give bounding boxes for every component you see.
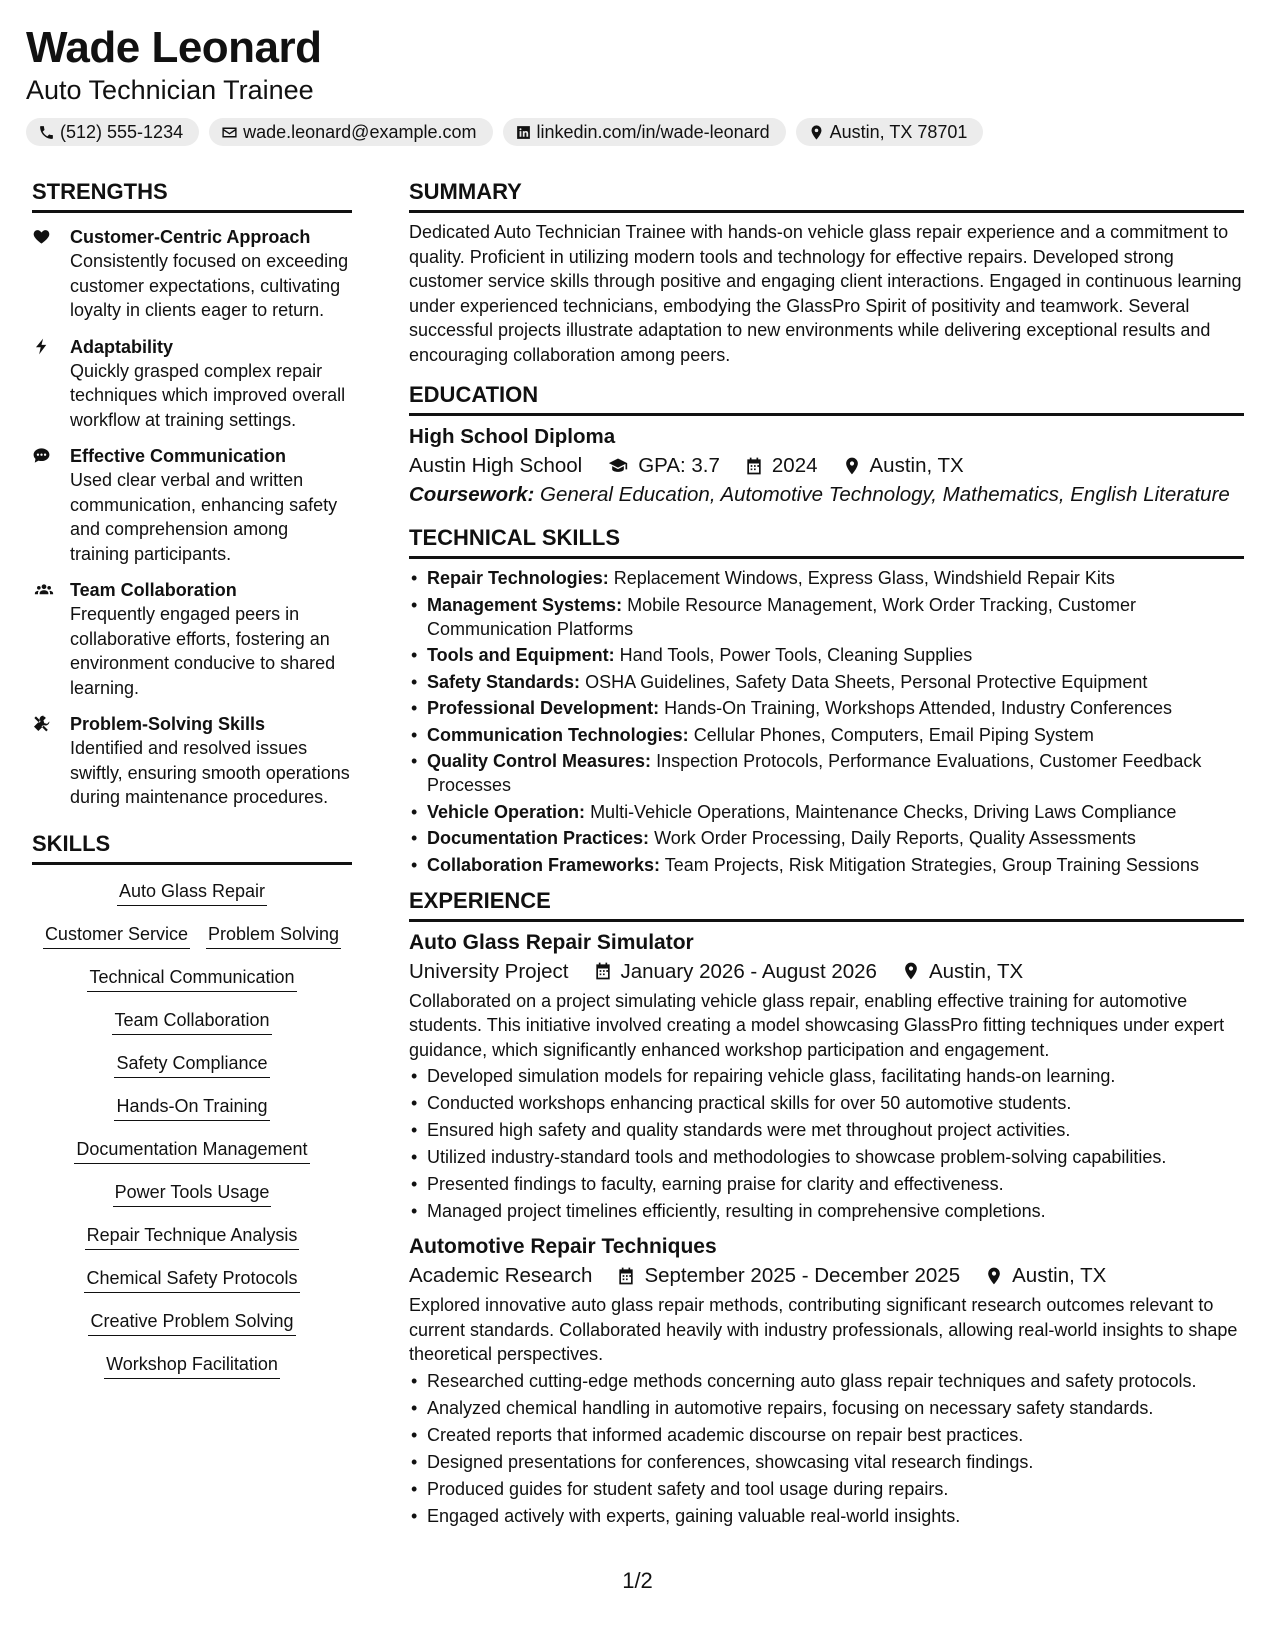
users-icon bbox=[32, 580, 56, 599]
linkedin-icon bbox=[515, 124, 532, 141]
skill-chip: Auto Glass Repair bbox=[117, 879, 267, 906]
strength-desc: Frequently engaged peers in collaborative efforts, fostering an environment conducive to shared learning. bbox=[70, 604, 336, 698]
chat-icon bbox=[32, 446, 51, 465]
skill-values: Work Order Processing, Daily Reports, Quality Assessments bbox=[654, 828, 1136, 848]
job-org: Academic Research bbox=[409, 1264, 593, 1287]
skill-category: Vehicle Operation: bbox=[427, 801, 586, 822]
skill-category: Professional Development: bbox=[427, 698, 660, 718]
candidate-title: Auto Technician Trainee bbox=[26, 75, 314, 105]
strength-item bbox=[32, 444, 352, 566]
list-item: • Analyzed chemical handling in automotive repairs, focusing on necessary safety standards. bbox=[427, 1396, 1244, 1420]
skill-category: Documentation Practices: bbox=[427, 828, 650, 848]
skill-chip: Hands-On Training bbox=[114, 1094, 269, 1121]
skill-values: Cellular Phones, Computers, Email Piping System bbox=[693, 724, 1094, 745]
job-meta bbox=[409, 1261, 1244, 1290]
skill-values: Mobile Resource Management, Work Order Tracking, Customer Communication Platforms bbox=[427, 594, 1136, 639]
skill-values: Hands-On Training, Workshops Attended, Industry Conferences bbox=[664, 698, 1173, 718]
strength-desc: Quickly grasped complex repair techniques which improved overall workflow at training settings. bbox=[70, 360, 346, 430]
list-item bbox=[427, 749, 1244, 797]
education-heading: EDUCATION bbox=[409, 381, 1244, 416]
resume-header bbox=[26, 22, 1246, 146]
school-location: Austin, TX bbox=[869, 454, 964, 477]
list-item bbox=[427, 696, 1244, 720]
strength-title: Team Collaboration bbox=[70, 580, 237, 600]
skill-category: Safety Standards: bbox=[427, 671, 581, 692]
map-pin-icon bbox=[808, 124, 825, 141]
list-item: • Presented findings to faculty, earning praise for clarity and effectiveness. bbox=[427, 1172, 1244, 1196]
strength-item bbox=[32, 335, 352, 433]
coursework-text: General Education, Automotive Technology, Mathematics, English Literature bbox=[540, 483, 1230, 506]
strength-item bbox=[32, 712, 352, 810]
list-item bbox=[427, 800, 1244, 824]
contact-email[interactable] bbox=[209, 118, 492, 146]
skill-category: Tools and Equipment: bbox=[427, 645, 615, 665]
list-item: • Created reports that informed academic discourse on repair best practices. bbox=[427, 1423, 1244, 1447]
strength-desc: Identified and resolved issues swiftly, ensuring smooth operations during maintenance procedures. bbox=[70, 738, 350, 807]
strength-item bbox=[32, 578, 352, 700]
skill-category: Quality Control Measures: bbox=[427, 751, 652, 771]
map-pin-icon bbox=[984, 1266, 1004, 1286]
map-pin-icon bbox=[842, 456, 862, 476]
strength-title: Adaptability bbox=[70, 336, 174, 357]
list-item: • Researched cutting-edge methods concerning auto glass repair techniques and safety protocols. bbox=[427, 1369, 1244, 1393]
calendar-icon bbox=[593, 961, 613, 981]
list-item: • Utilized industry-standard tools and methodologies to showcase problem-solving capabilities. bbox=[427, 1145, 1244, 1169]
job-description: Collaborated on a project simulating vehicle glass repair, enabling effective training for automotive students. This initiative involved creating a model showcasing GlassPro fitting techniques under expert guidance, which significantly enhanced workshop participation and engagement. bbox=[409, 990, 1225, 1060]
tools-icon bbox=[32, 714, 51, 733]
right-column bbox=[409, 178, 1244, 1531]
heart-icon bbox=[32, 227, 51, 246]
left-column bbox=[32, 178, 352, 1379]
job-meta bbox=[409, 957, 1244, 986]
list-item bbox=[427, 643, 1244, 667]
education-meta bbox=[409, 451, 1244, 480]
skills-heading: SKILLS bbox=[32, 830, 352, 865]
strength-title: Problem-Solving Skills bbox=[70, 714, 266, 734]
technical-skills-heading: TECHNICAL SKILLS bbox=[409, 524, 1244, 559]
list-item bbox=[427, 566, 1244, 590]
skill-values: Replacement Windows, Express Glass, Windshield Repair Kits bbox=[613, 568, 1115, 588]
list-item: • Produced guides for student safety and tool usage during repairs. bbox=[427, 1477, 1244, 1501]
skill-values: Inspection Protocols, Performance Evaluations, Customer Feedback Processes bbox=[427, 751, 1202, 795]
contact-bar bbox=[26, 118, 1246, 146]
skill-category: Management Systems: bbox=[427, 594, 623, 615]
list-item bbox=[427, 826, 1244, 850]
list-item bbox=[427, 723, 1244, 747]
page-indicator: 1/2 bbox=[622, 1568, 653, 1593]
strengths-heading: STRENGTHS bbox=[32, 178, 352, 213]
skill-values: Multi-Vehicle Operations, Maintenance Checks, Driving Laws Compliance bbox=[590, 801, 1177, 822]
job-bullets bbox=[409, 1064, 1244, 1223]
envelope-icon bbox=[221, 124, 238, 141]
job-title: Auto Glass Repair Simulator bbox=[409, 930, 694, 954]
list-item: • Conducted workshops enhancing practical skills for over 50 automotive students. bbox=[427, 1091, 1244, 1115]
skill-chip: Customer Service bbox=[43, 922, 190, 949]
school-name: Austin High School bbox=[409, 454, 583, 477]
list-item: • Designed presentations for conferences, showcasing vital research findings. bbox=[427, 1450, 1244, 1474]
list-item: • Ensured high safety and quality standards were met throughout project activities. bbox=[427, 1118, 1244, 1142]
bolt-icon bbox=[32, 337, 51, 356]
coursework-label: Coursework: bbox=[409, 483, 535, 506]
map-pin-icon bbox=[901, 961, 921, 981]
job-location: Austin, TX bbox=[1012, 1264, 1107, 1287]
contact-location bbox=[796, 118, 984, 146]
skills-list bbox=[32, 879, 352, 1379]
coursework bbox=[409, 480, 1244, 510]
linkedin-text: linkedin.com/in/wade-leonard bbox=[536, 122, 770, 142]
skill-chip: Problem Solving bbox=[206, 922, 341, 949]
skill-category: Collaboration Frameworks: bbox=[427, 854, 661, 875]
experience-entry bbox=[409, 1233, 1244, 1528]
skill-values: OSHA Guidelines, Safety Data Sheets, Personal Protective Equipment bbox=[585, 671, 1148, 692]
calendar-icon bbox=[616, 1266, 636, 1286]
list-item bbox=[427, 593, 1244, 641]
strength-title: Customer-Centric Approach bbox=[70, 227, 311, 247]
skill-category: Repair Technologies: bbox=[427, 568, 609, 588]
location-text: Austin, TX 78701 bbox=[829, 122, 968, 142]
job-title: Automotive Repair Techniques bbox=[409, 1235, 717, 1258]
calendar-icon bbox=[744, 456, 764, 476]
skill-values: Hand Tools, Power Tools, Cleaning Supplies bbox=[619, 645, 973, 665]
summary-heading: SUMMARY bbox=[409, 178, 1244, 213]
email-text: wade.leonard@example.com bbox=[243, 122, 477, 142]
gpa-text: GPA: 3.7 bbox=[638, 454, 720, 477]
skills-section bbox=[32, 830, 352, 1379]
job-org: University Project bbox=[409, 959, 569, 983]
strength-desc: Used clear verbal and written communication, enhancing safety and comprehension among training participants. bbox=[70, 470, 338, 564]
skill-chip: Team Collaboration bbox=[112, 1008, 271, 1035]
graduation-cap-icon bbox=[606, 456, 630, 476]
skill-chip: Safety Compliance bbox=[114, 1051, 269, 1078]
skill-chip: Repair Technique Analysis bbox=[85, 1223, 300, 1250]
job-bullets bbox=[409, 1369, 1244, 1528]
contact-phone[interactable] bbox=[26, 118, 199, 146]
skill-chip: Workshop Facilitation bbox=[104, 1352, 280, 1379]
job-description: Explored innovative auto glass repair methods, contributing significant research outcomes relevant to current standards. Collaborated heavily with industry professionals, allowing real-world insights to shape theoretical perspectives. bbox=[409, 1295, 1238, 1364]
skill-chip: Technical Communication bbox=[87, 965, 296, 992]
list-item bbox=[427, 853, 1244, 877]
list-item: • Managed project timelines efficiently, resulting in comprehensive completions. bbox=[427, 1199, 1244, 1223]
strength-title: Effective Communication bbox=[70, 446, 287, 466]
skill-chip: Power Tools Usage bbox=[113, 1180, 272, 1207]
list-item bbox=[427, 670, 1244, 694]
degree-title: High School Diploma bbox=[409, 425, 616, 448]
experience-heading: EXPERIENCE bbox=[409, 887, 1244, 922]
graduation-year: 2024 bbox=[771, 454, 818, 477]
skill-chip: Documentation Management bbox=[74, 1137, 309, 1164]
candidate-name: Wade Leonard bbox=[26, 23, 322, 72]
skill-chip: Creative Problem Solving bbox=[88, 1309, 295, 1336]
phone-icon bbox=[38, 124, 55, 141]
phone-text: (512) 555-1234 bbox=[60, 122, 184, 142]
skill-chip: Chemical Safety Protocols bbox=[84, 1266, 299, 1293]
skill-category: Communication Technologies: bbox=[427, 724, 689, 745]
experience-entry bbox=[409, 929, 1244, 1224]
job-location: Austin, TX bbox=[928, 959, 1024, 983]
list-item: • Engaged actively with experts, gaining valuable real-world insights. bbox=[427, 1504, 1244, 1528]
skill-values: Team Projects, Risk Mitigation Strategies, Group Training Sessions bbox=[664, 854, 1199, 875]
technical-skills-list bbox=[409, 566, 1244, 877]
list-item: • Developed simulation models for repairing vehicle glass, facilitating hands-on learning. bbox=[427, 1064, 1244, 1088]
contact-linkedin[interactable] bbox=[503, 118, 786, 146]
summary-text: Dedicated Auto Technician Trainee with hands-on vehicle glass repair experience and a commitment to quality. Proficient in utilizing modern tools and technology for effective repairs. Developed strong customer service skills through positive and engaging client interactions. Engaged in continuous learning under experienced technicians, embodying the GlassPro Spirit of positivity and teamwork. Several successful projects illustrate adaptation to new environments while delivering exceptional results and encouraging collaboration among peers. bbox=[409, 222, 1242, 365]
strength-desc: Consistently focused on exceeding customer expectations, cultivating loyalty in clients eager to return. bbox=[70, 251, 349, 320]
job-dates: January 2026 - August 2026 bbox=[620, 959, 877, 983]
strength-item bbox=[32, 225, 352, 323]
job-dates: September 2025 - December 2025 bbox=[644, 1264, 961, 1287]
